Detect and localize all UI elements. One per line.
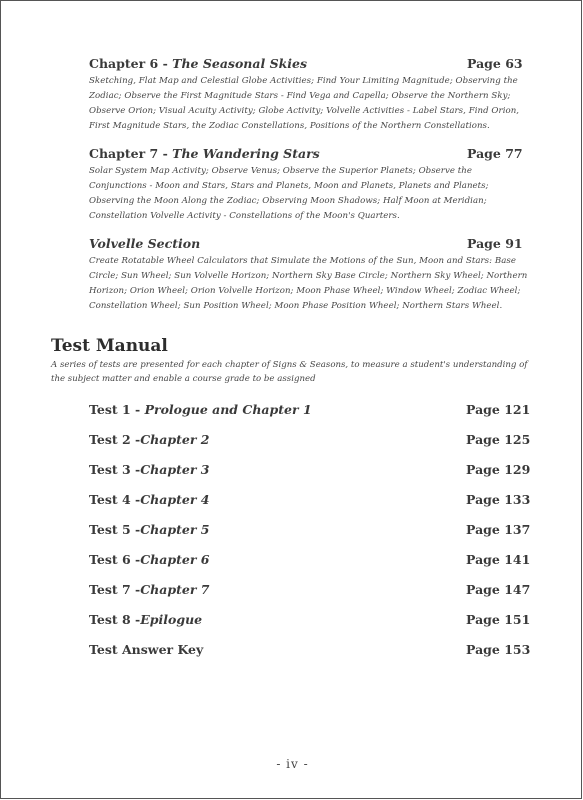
chapter-prefix: Chapter 7 - xyxy=(89,146,173,161)
test-prefix: Test 3 - xyxy=(89,462,141,477)
page-reference: Page 129 xyxy=(466,462,531,477)
test-label xyxy=(89,462,209,477)
test-name: Prologue and Chapter 1 xyxy=(144,402,312,417)
test-name: Chapter 3 xyxy=(140,462,210,477)
test-row xyxy=(89,552,529,570)
test-prefix: Test 5 - xyxy=(89,522,141,537)
test-name: Chapter 6 xyxy=(140,552,210,567)
test-prefix: Test Answer Key xyxy=(89,642,204,657)
test-row xyxy=(89,582,529,600)
test-name: Chapter 2 xyxy=(140,432,210,447)
page-reference: Page 147 xyxy=(466,582,531,597)
page-reference: Page 133 xyxy=(466,492,531,507)
page-reference: Page 153 xyxy=(466,642,531,657)
test-row xyxy=(89,462,529,480)
page-reference: Page 121 xyxy=(466,402,531,417)
test-name: Chapter 4 xyxy=(140,492,210,507)
test-label xyxy=(89,582,209,597)
test-manual-heading: Test Manual xyxy=(51,336,168,356)
page-reference: Page 141 xyxy=(466,552,531,567)
test-label xyxy=(89,612,202,627)
test-name: Epilogue xyxy=(140,612,203,627)
toc-entry-volvelle-section xyxy=(89,236,531,314)
page-reference: Page 151 xyxy=(466,612,531,627)
toc-entry-chapter-7 xyxy=(89,146,531,224)
test-row xyxy=(89,402,529,420)
test-label xyxy=(89,642,203,657)
chapter-name: The Wandering Stars xyxy=(172,146,320,161)
test-manual-description: A series of tests are presented for each chapter of Signs & Seasons, to measure a student's understanding of the subject matter and enable a course grade to be assigned xyxy=(51,360,528,384)
test-row xyxy=(89,522,529,540)
test-label xyxy=(89,432,209,447)
chapter-description: Create Rotatable Wheel Calculators that Simulate the Motions of the Sun, Moon and Stars: Base Circle; Sun Wheel; Sun Volvelle Horizon; Northern Sky Base Circle; Northern Sky Wheel; Northern Horizon; Orion Wheel; Orion Volvelle Horizon; Moon Phase Wheel; Window Wheel; Zodiac Wheel; Constellation Wheel; Sun Position Wheel; Moon Phase Position Wheel; Northern Stars Wheel. xyxy=(89,256,528,311)
test-prefix: Test 2 - xyxy=(89,432,141,447)
test-row xyxy=(89,492,529,510)
chapter-title xyxy=(89,236,200,251)
test-label xyxy=(89,552,209,567)
test-label xyxy=(89,402,312,417)
chapter-description: Solar System Map Activity; Observe Venus; Observe the Superior Planets; Observe the Conjunctions - Moon and Stars, Stars and Planets, Moon and Planets, Planets and Planets; Observing the Moon Along the Zodiac; Observing Moon Shadows; Half Moon at Meridian; Constellation Volvelle Activity - Constellations of the Moon's Quarters. xyxy=(89,166,489,221)
test-row xyxy=(89,642,529,660)
chapter-title xyxy=(89,56,307,71)
page-reference: Page 77 xyxy=(467,146,523,161)
chapter-description: Sketching, Flat Map and Celestial Globe Activities; Find Your Limiting Magnitude; Observing the Zodiac; Observe the First Magnitude Stars - Find Vega and Capella; Observe the Northern Sky; Observe Orion; Visual Acuity Activity; Globe Activity; Volvelle Activities - Label Stars, Find Orion, First Magnitude Stars, the Zodiac Constellations, Positions of the Northern Constellations. xyxy=(89,76,520,131)
chapter-name: Volvelle Section xyxy=(89,236,201,251)
toc-entry-chapter-6 xyxy=(89,56,531,134)
test-prefix: Test 1 - xyxy=(89,402,145,417)
page-reference: Page 63 xyxy=(467,56,523,71)
page-reference: Page 137 xyxy=(466,522,531,537)
test-row xyxy=(89,612,529,630)
test-name: Chapter 7 xyxy=(140,582,210,597)
test-name: Chapter 5 xyxy=(140,522,210,537)
test-prefix: Test 7 - xyxy=(89,582,141,597)
chapter-prefix: Chapter 6 - xyxy=(89,56,173,71)
page-reference: Page 125 xyxy=(466,432,531,447)
test-label xyxy=(89,522,209,537)
test-prefix: Test 6 - xyxy=(89,552,141,567)
test-label xyxy=(89,492,209,507)
page-number: - iv - xyxy=(276,757,309,771)
test-prefix: Test 4 - xyxy=(89,492,141,507)
test-row xyxy=(89,432,529,450)
chapter-name: The Seasonal Skies xyxy=(172,56,308,71)
test-prefix: Test 8 - xyxy=(89,612,141,627)
chapter-title xyxy=(89,146,320,161)
page-reference: Page 91 xyxy=(467,236,523,251)
